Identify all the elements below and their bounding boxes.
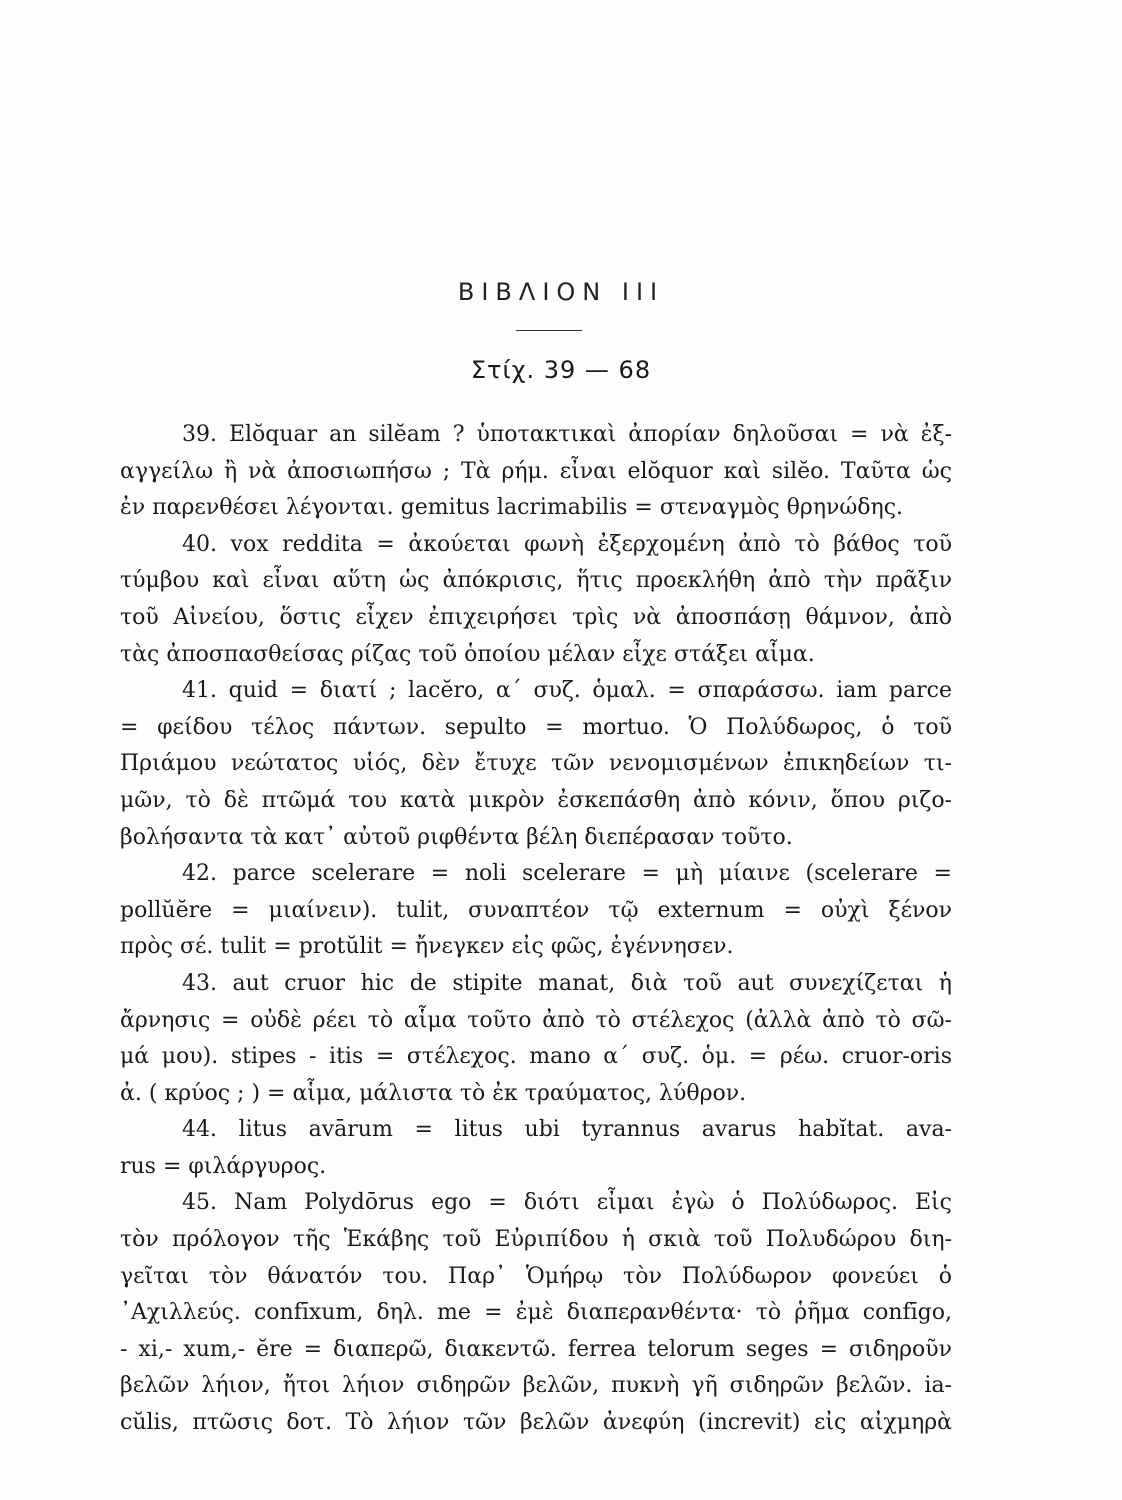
- commentary-line: βολήσαντα τὰ κατ᾽ αὐτοῦ ριφθέντα βέλη διεπέρασαν τοῦτο.: [120, 824, 793, 850]
- commentary-line: πρὸς σέ. tulit = protŭlit = ἤνεγκεν εἰς φῶς, ἐγέννησεν.: [120, 934, 734, 960]
- commentary-line: = φείδου τέλος πάντων. sepulto = mortuo. Ὁ Πολύδωρος, ὁ τοῦ: [120, 714, 952, 740]
- commentary-line: 42. parce scelerare = noli scelerare = μὴ μίαινε (scelerare =: [182, 861, 952, 887]
- commentary-line: τύμβου καὶ εἶναι αὕτη ὡς ἀπόκρισις, ἥτις προεκλήθη ἀπὸ τὴν πρᾶξιν: [120, 568, 952, 594]
- commentary-line: τὰς ἀποσπασθείσας ρίζας τοῦ ὁποίου μέλαν εἶχε στάξει αἷμα.: [120, 641, 815, 667]
- commentary-line: μῶν, τὸ δὲ πτῶμά του κατὰ μικρὸν ἐσκεπάσθη ἀπὸ κόνιν, ὅπου ριζο-: [120, 787, 952, 813]
- commentary-line: αγγείλω ἢ νὰ ἀποσιωπήσω ; Τὰ ρήμ. εἶναι elŏquor καὶ silĕo. Ταῦτα ὡς: [120, 458, 952, 484]
- book-title: ΒΙΒΛΙΟΝ III: [457, 278, 665, 306]
- commentary-line: 40. vox reddita = ἀκούεται φωνὴ ἐξερχομένη ἀπὸ τὸ βάθος τοῦ: [182, 531, 952, 557]
- commentary-line: βελῶν λήιον, ἤτοι λήιον σιδηρῶν βελῶν, πυκνὴ γῆ σιδηρῶν βελῶν. ia-: [120, 1373, 952, 1399]
- commentary-line: τοῦ Αἰνείου, ὅστις εἶχεν ἐπιχειρήσει τρὶς νὰ ἀποσπάσῃ θάμνον, ἀπὸ: [120, 604, 952, 630]
- commentary-line: τὸν πρόλογον τῆς Ἑκάβης τοῦ Εὐριπίδου ἡ σκιὰ τοῦ Πολυδώρου διη-: [120, 1227, 952, 1253]
- commentary-line: 44. litus avārum = litus ubi tyrannus avarus habĭtat. ava-: [182, 1117, 952, 1143]
- commentary-line: ἐν παρενθέσει λέγονται. gemitus lacrimabilis = στεναγμὸς θρηνώδης.: [120, 495, 904, 521]
- commentary-line: 43. aut cruor hic de stipite manat, διὰ τοῦ aut συνεχίζεται ἡ: [182, 970, 952, 996]
- commentary-line: ᾽Αχιλλεύς. confīxum, δηλ. me = ἐμὲ διαπερανθέντα· τὸ ῥῆμα confīgo,: [120, 1300, 952, 1326]
- commentary-text: [120, 417, 952, 1442]
- verse-range: Στίχ. 39 — 68: [470, 356, 652, 384]
- commentary-line: ἄρνησις = οὐδὲ ρέει τὸ αἷμα τοῦτο ἀπὸ τὸ στέλεχος (ἀλλὰ ἀπὸ τὸ σῶ-: [120, 1007, 952, 1033]
- heading-divider: [516, 330, 582, 331]
- commentary-line: ἀ. ( κρύος ; ) = αἷμα, μάλιστα τὸ ἐκ τραύματος, λύθρον.: [120, 1080, 747, 1106]
- commentary-line: 45. Nam Polydōrus ego = διότι εἶμαι ἐγὼ ὁ Πολύδωρος. Εἰς: [182, 1190, 952, 1216]
- commentary-line: γεῖται τὸν θάνατόν του. Παρ᾽ Ὁμήρῳ τὸν Πολύδωρον φονεύει ὁ: [120, 1263, 952, 1289]
- commentary-line: 39. Elŏquar an silĕam ? ὑποτακτικαὶ ἀπορίαν δηλοῦσαι = νὰ ἐξ-: [182, 422, 952, 447]
- commentary-line: μά μου). stipes - itis = στέλεχος. mano α΄ συζ. ὁμ. = ρέω. cruor-oris: [120, 1044, 952, 1070]
- commentary-line: rus = φιλάργυρος.: [120, 1153, 327, 1179]
- commentary-line: cŭlis, πτῶσις δοτ. Τὸ λήιον τῶν βελῶν ἀνεφύη (increvit) εἰς αἰχμηρὰ: [120, 1410, 952, 1436]
- commentary-line: - xi,- xum,- ĕre = διαπερῶ, διακεντῶ. ferrea telorum seges = σιδηροῦν: [120, 1336, 952, 1362]
- commentary-line: 41. quid = διατί ; lacĕro, α΄ συζ. ὁμαλ. = σπαράσσω. iam parce: [182, 678, 952, 704]
- commentary-line: pollŭĕre = μιαίνειν). tulit, συναπτέον τῷ externum = οὐχὶ ξένον: [120, 897, 952, 923]
- commentary-line: Πριάμου νεώτατος υἱός, δὲν ἔτυχε τῶν νενομισμένων ἐπικηδείων τι-: [120, 751, 952, 777]
